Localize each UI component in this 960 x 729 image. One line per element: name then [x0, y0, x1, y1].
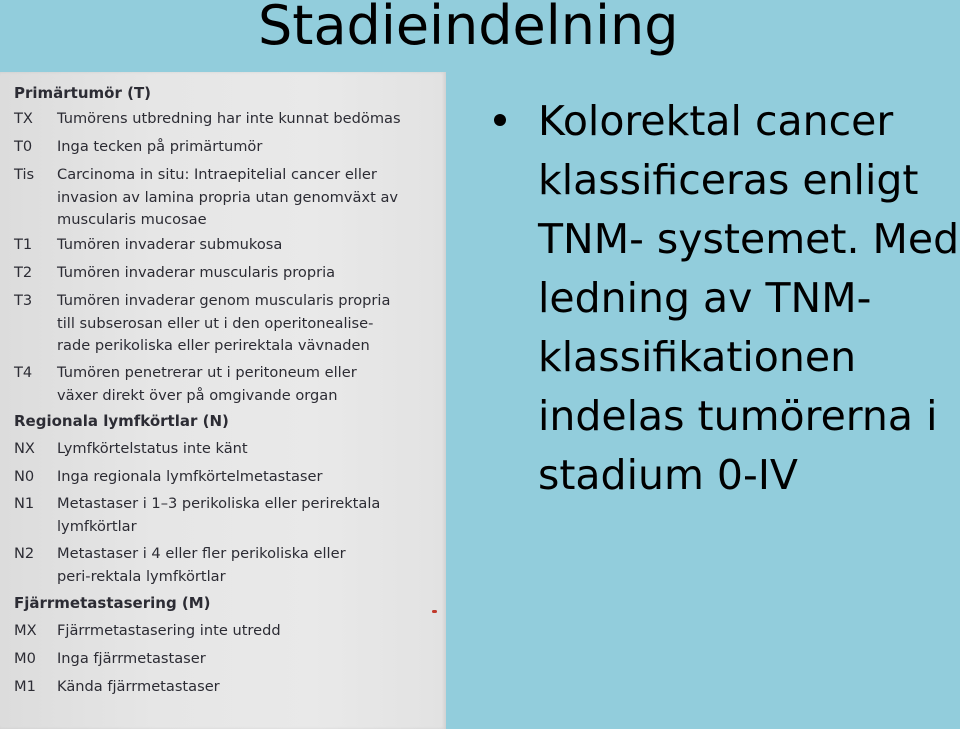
row-code: N2: [14, 545, 35, 562]
row-code: M1: [14, 678, 36, 695]
row-text: Tumören invaderar genom muscularis propria till subserosan eller ut i den operitonealise- rade perikoliska eller perirektala vävnaden: [57, 292, 391, 354]
row-code: T4: [14, 364, 33, 381]
row-code: N0: [14, 468, 35, 485]
row-code: NX: [14, 440, 35, 457]
row-text: Kända fjärrmetastaser: [57, 678, 220, 695]
slide-title: Stadieindelning: [258, 0, 679, 57]
row-code: Tis: [14, 166, 35, 183]
row-code: T0: [14, 138, 33, 155]
scan-mark: [432, 610, 437, 613]
row-code: MX: [14, 622, 37, 639]
row-code: M0: [14, 650, 36, 667]
row-text: Metastaser i 1–3 perikoliska eller perirektala lymfkörtlar: [57, 495, 381, 535]
row-text: Metastaser i 4 eller fler perikoliska eller peri-rektala lymfkörtlar: [57, 545, 346, 585]
row-text: Tumören penetrerar ut i peritoneum eller växer direkt över på omgivande organ: [57, 364, 357, 404]
row-text: Lymfkörtelstatus inte känt: [57, 440, 248, 457]
row-code: TX: [14, 110, 33, 127]
row-code: T1: [14, 236, 33, 253]
bullet-text: Kolorektal cancer klassificeras enligt TNM- systemet. Med ledning av TNM- klassifikationen indelas tumörerna i stadium 0-IV: [538, 97, 960, 499]
row-text: Inga regionala lymfkörtelmetastaser: [57, 468, 323, 485]
row-text: Fjärrmetastasering inte utredd: [57, 622, 281, 639]
row-text: Inga tecken på primärtumör: [57, 138, 263, 155]
row-code: T2: [14, 264, 33, 281]
section-heading-distant: Fjärrmetastasering (M): [14, 594, 211, 612]
row-text: Inga fjärrmetastaser: [57, 650, 206, 667]
row-text: Tumören invaderar muscularis propria: [57, 264, 336, 281]
row-code: N1: [14, 495, 35, 512]
section-heading-primary: Primärtumör (T): [14, 84, 152, 102]
section-heading-regional: Regionala lymfkörtlar (N): [14, 412, 229, 430]
row-text: Carcinoma in situ: Intraepitelial cancer eller invasion av lamina propria utan genomväxt av muscularis mucosae: [57, 166, 399, 228]
bullet-dot-icon: [494, 114, 506, 126]
row-text: Tumörens utbredning har inte kunnat bedömas: [57, 110, 401, 127]
row-text: Tumören invaderar submukosa: [57, 236, 283, 253]
row-code: T3: [14, 292, 33, 309]
